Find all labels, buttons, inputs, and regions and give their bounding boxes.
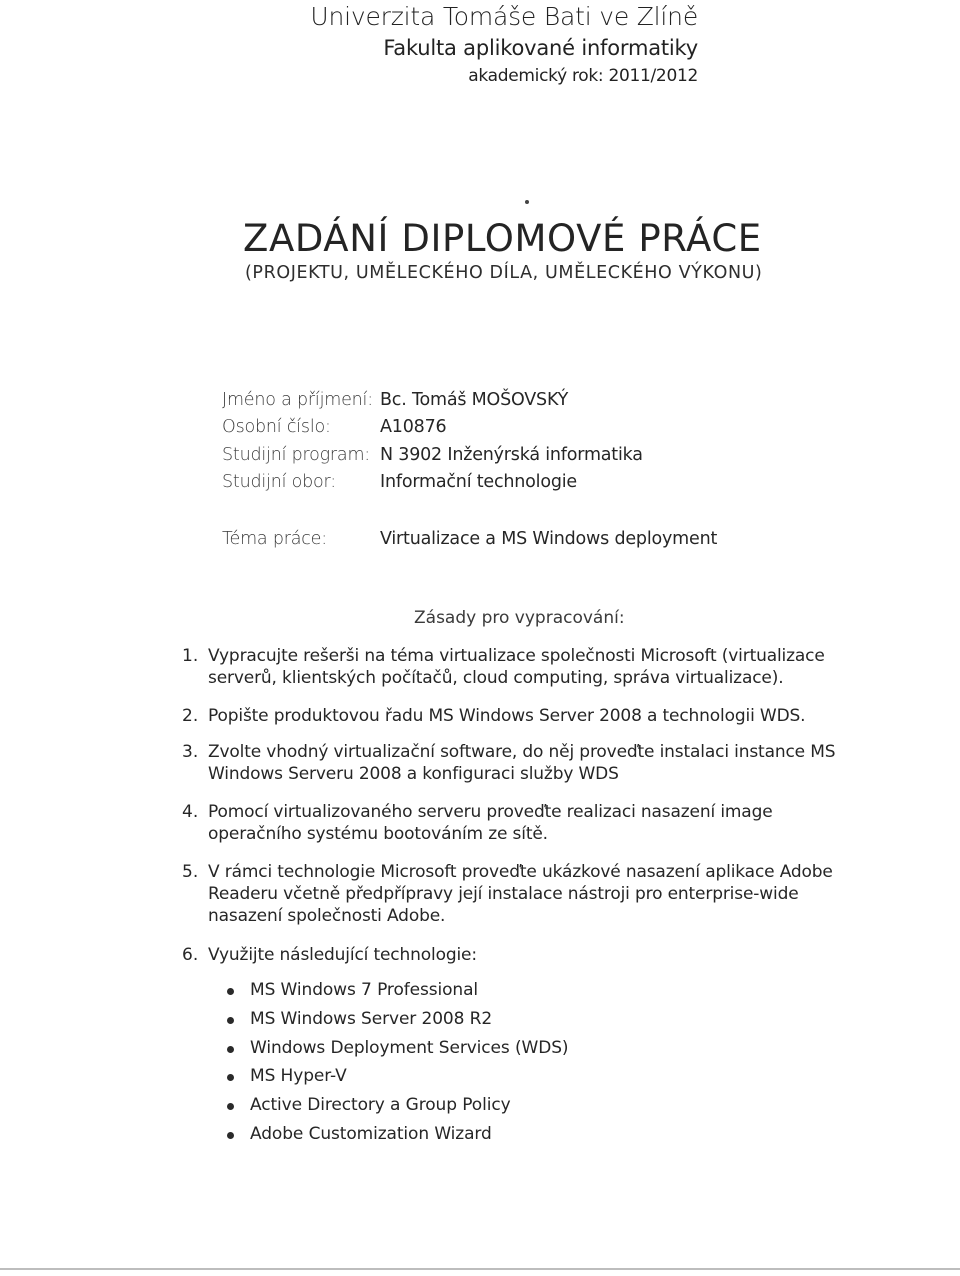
- name-label: Jméno a příjmení:: [222, 390, 373, 410]
- bullet-icon: [227, 1103, 234, 1110]
- list-item-number: 1.: [182, 646, 199, 666]
- study-field-value: Informační technologie: [380, 472, 577, 492]
- bottom-rule: [0, 1268, 960, 1270]
- list-item-number: 3.: [182, 742, 199, 762]
- university-name: Univerzita Tomáše Bati ve Zlíně: [310, 2, 698, 31]
- academic-year: akademický rok: 2011/2012: [468, 66, 698, 86]
- list-item-number: 6.: [182, 945, 199, 965]
- list-item-text: Využijte následující technologie:: [208, 945, 477, 965]
- study-field-label: Studijní obor:: [222, 472, 336, 492]
- bullet-icon: [227, 1074, 234, 1081]
- bullet-icon: [227, 1017, 234, 1024]
- bullet-icon: [227, 988, 234, 995]
- study-program-value: N 3902 Inženýrská informatika: [380, 445, 643, 465]
- document-page: Univerzita Tomáše Bati ve Zlíně Fakulta aplikované informatiky akademický rok: 2011/2012 ZADÁNÍ DIPLOMOVÉ PRÁCE (PROJEKTU, UMĚLECKÉHO DÍLA, UMĚLECKÉHO VÝKONU) Jméno a příjmení: Bc. Tomáš MOŠOVSKÝ Osobní číslo: A10876 Studijní program: N 3902 Inženýrská informatika Studijní obor: Informační technologie Téma práce: Virtualizace a MS Windows deployment Zásady pro vypracování: 1. Vypracujte rešerši na téma virtualizace společnosti Microsoft (virtualizace serverů, klientských počítačů, cloud computing, správa virtualizace). 2. Popište produktovou řadu MS Windows Server 2008 a technologii WDS. 3. Zvolte vhodný virtualizační software, do něj proveďte instalaci instance MS Windows Serveru 2008 a konfiguraci služby WDS 4. Pomocí virtualizovaného serveru proveďte realizaci nasazení image operačního systému bootováním ze sítě. 5. V rámci technologie Microsoft proveďte ukázkové nasazení aplikace Adobe Readeru včetně předpřípravy její instalace nástroji pro enterprise-wide nasazení společnosti Adobe. 6. Využijte následující technologie: MS Windows 7 Professional MS Windows Server 2008 R2 Windows Deployment Services (WDS) MS Hyper-V Active Directory a Group Policy Adobe Customization Wizard: [0, 0, 960, 1276]
- list-item-text: Zvolte vhodný virtualizační software, do něj proveďte instalaci instance MS Windows Serveru 2008 a konfiguraci služby WDS: [208, 742, 836, 784]
- list-item-text: V rámci technologie Microsoft proveďte ukázkové nasazení aplikace Adobe Readeru včetně předpřípravy její instalace nástroji pro enterprise-wide nasazení společnosti Adobe.: [208, 862, 833, 926]
- list-item-text: Vypracujte rešerši na téma virtualizace společnosti Microsoft (virtualizace serverů, klientských počítačů, cloud computing, správa virtualizace).: [208, 646, 825, 688]
- personal-id-label: Osobní číslo:: [222, 417, 331, 437]
- topic-label: Téma práce:: [222, 529, 327, 549]
- topic-value: Virtualizace a MS Windows deployment: [380, 529, 718, 549]
- faculty-name: Fakulta aplikované informatiky: [383, 36, 698, 60]
- bullet-icon: [227, 1046, 234, 1053]
- document-subtitle: (PROJEKTU, UMĚLECKÉHO DÍLA, UMĚLECKÉHO VÝKONU): [245, 263, 763, 283]
- principles-heading: Zásady pro vypracování:: [414, 608, 625, 628]
- list-item-text: Pomocí virtualizovaného serveru proveďte realizaci nasazení image operačního systému bootováním ze sítě.: [208, 802, 773, 844]
- name-value: Bc. Tomáš MOŠOVSKÝ: [380, 390, 569, 410]
- study-program-label: Studijní program:: [222, 445, 370, 465]
- personal-id-value: A10876: [380, 417, 447, 437]
- document-title: ZADÁNÍ DIPLOMOVÉ PRÁCE: [243, 217, 762, 260]
- bullet-icon: [227, 1132, 234, 1139]
- scan-speck: [525, 200, 529, 204]
- list-item-text: Popište produktovou řadu MS Windows Server 2008 a technologii WDS.: [208, 706, 806, 726]
- list-item-number: 5.: [182, 862, 199, 882]
- list-item-number: 4.: [182, 802, 199, 822]
- list-item-number: 2.: [182, 706, 199, 726]
